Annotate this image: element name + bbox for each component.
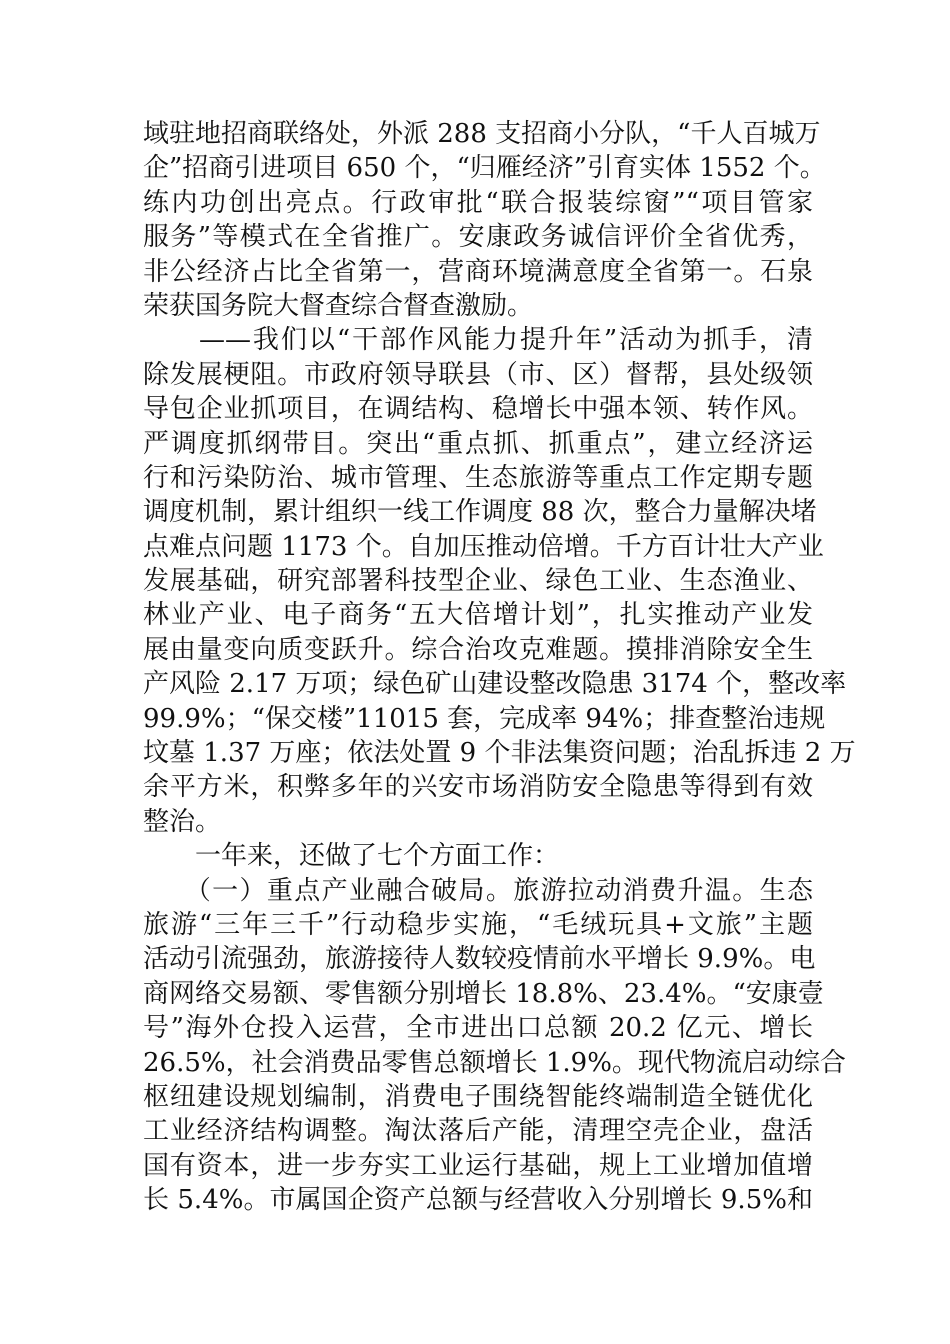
text-line: 一年来，还做了七个方面工作： bbox=[143, 841, 560, 872]
text-line: 余平方米，积弊多年的兴安市场消防安全隐患等得到有效 bbox=[143, 772, 813, 803]
text-line: （一）重点产业融合破局。旅游拉动消费升温。生态 bbox=[143, 875, 813, 906]
text-line: 服务”等模式在全省推广。安康政务诚信评价全省优秀， bbox=[143, 222, 813, 253]
text-line: 展由量变向质变跃升。综合治攻克难题。摸排消除安全生 bbox=[143, 634, 813, 665]
text-line: 国有资本，进一步夯实工业运行基础，规上工业增加值增 bbox=[143, 1150, 813, 1181]
body-text bbox=[143, 117, 856, 1218]
text-line: 练内功创出亮点。行政审批“联合报装综窗”“项目管家 bbox=[143, 187, 813, 218]
text-line: 导包企业抓项目，在调结构、稳增长中强本领、转作风。 bbox=[143, 394, 813, 425]
text-line: 长 5.4%。市属国企资产总额与经营收入分别增长 9.5%和 bbox=[143, 1185, 813, 1216]
text-line: 99.9%；“保交楼”11015 套，完成率 94%；排查整治违规 bbox=[143, 703, 826, 734]
text-line: 严调度抓纲带目。突出“重点抓、抓重点”，建立经济运 bbox=[143, 428, 813, 459]
text-line: 非公经济占比全省第一，营商环境满意度全省第一。石泉 bbox=[143, 256, 813, 287]
text-line: 工业经济结构调整。淘汰落后产能，清理空壳企业，盘活 bbox=[143, 1116, 813, 1147]
text-line: 商网络交易额、零售额分别增长 18.8%、23.4%。“安康壹 bbox=[143, 978, 824, 1009]
text-line: 活动引流强劲，旅游接待人数较疫情前水平增长 9.9%。电 bbox=[143, 944, 816, 975]
text-line: 点难点问题 1173 个。自加压推动倍增。千方百计壮大产业 bbox=[143, 531, 824, 562]
text-line: 企”招商引进项目 650 个，“归雁经济”引育实体 1552 个。 bbox=[143, 153, 826, 184]
text-line: 调度机制，累计组织一线工作调度 88 次，整合力量解决堵 bbox=[143, 497, 817, 528]
text-line: 整治。 bbox=[143, 806, 222, 837]
text-line: 旅游“三年三千”行动稳步实施，“毛绒玩具+文旅”主题 bbox=[143, 909, 813, 940]
text-line: ——我们以“干部作风能力提升年”活动为抓手，清 bbox=[143, 325, 813, 356]
text-line: 林业产业、电子商务“五大倍增计划”，扎实推动产业发 bbox=[143, 600, 813, 631]
text-line: 荣获国务院大督查综合督查激励。 bbox=[143, 290, 534, 321]
text-line: 枢纽建设规划编制，消费电子围绕智能终端制造全链优化 bbox=[143, 1081, 813, 1112]
text-line: 坟墓 1.37 万座；依法处置 9 个非法集资问题；治乱拆违 2 万 bbox=[143, 738, 856, 769]
text-line: 26.5%，社会消费品零售总额增长 1.9%。现代物流启动综合 bbox=[143, 1047, 846, 1078]
text-line: 发展基础，研究部署科技型企业、绿色工业、生态渔业、 bbox=[143, 566, 813, 597]
text-line: 域驻地招商联络处，外派 288 支招商小分队，“千人百城万 bbox=[143, 119, 821, 149]
text-line: 行和污染防治、城市管理、生态旅游等重点工作定期专题 bbox=[143, 462, 813, 493]
text-line: 除发展梗阻。市政府领导联县（市、区）督帮，县处级领 bbox=[143, 359, 813, 390]
text-line: 产风险 2.17 万项；绿色矿山建设整改隐患 3174 个，整改率 bbox=[143, 669, 847, 700]
text-line: 号”海外仓投入运营，全市进出口总额 20.2 亿元、增长 bbox=[143, 1013, 813, 1044]
